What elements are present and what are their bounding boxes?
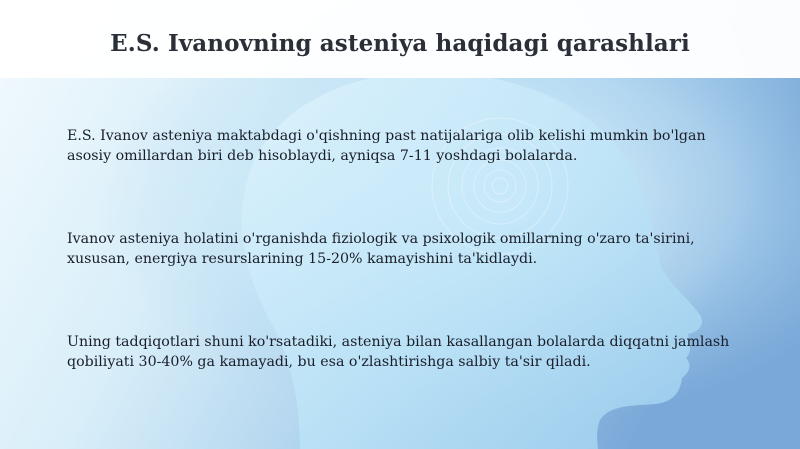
paragraph-2: Ivanov asteniya holatini o'rganishda fiziologik va psixologik omillarning o'zaro ta'sirini, xususan, energiya resurslarining 15-20% kamayishini ta'kidlaydi. [67, 231, 695, 267]
slide-title: E.S. Ivanovning asteniya haqidagi qarashlari [110, 30, 690, 57]
paragraph-3: Uning tadqiqotlari shuni ko'rsatadiki, asteniya bilan kasallangan bolalarda diqqatni jamlash qobiliyati 30-40% ga kamayadi, bu esa o'zlashtirishga salbiy ta'sir qiladi. [67, 334, 730, 370]
paragraph-1: E.S. Ivanov asteniya maktabdagi o'qishning past natijalariga olib kelishi mumkin bo'lgan asosiy omillardan biri deb hisoblaydi, ayniqsa 7-11 yoshdagi bolalarda. [67, 128, 706, 164]
